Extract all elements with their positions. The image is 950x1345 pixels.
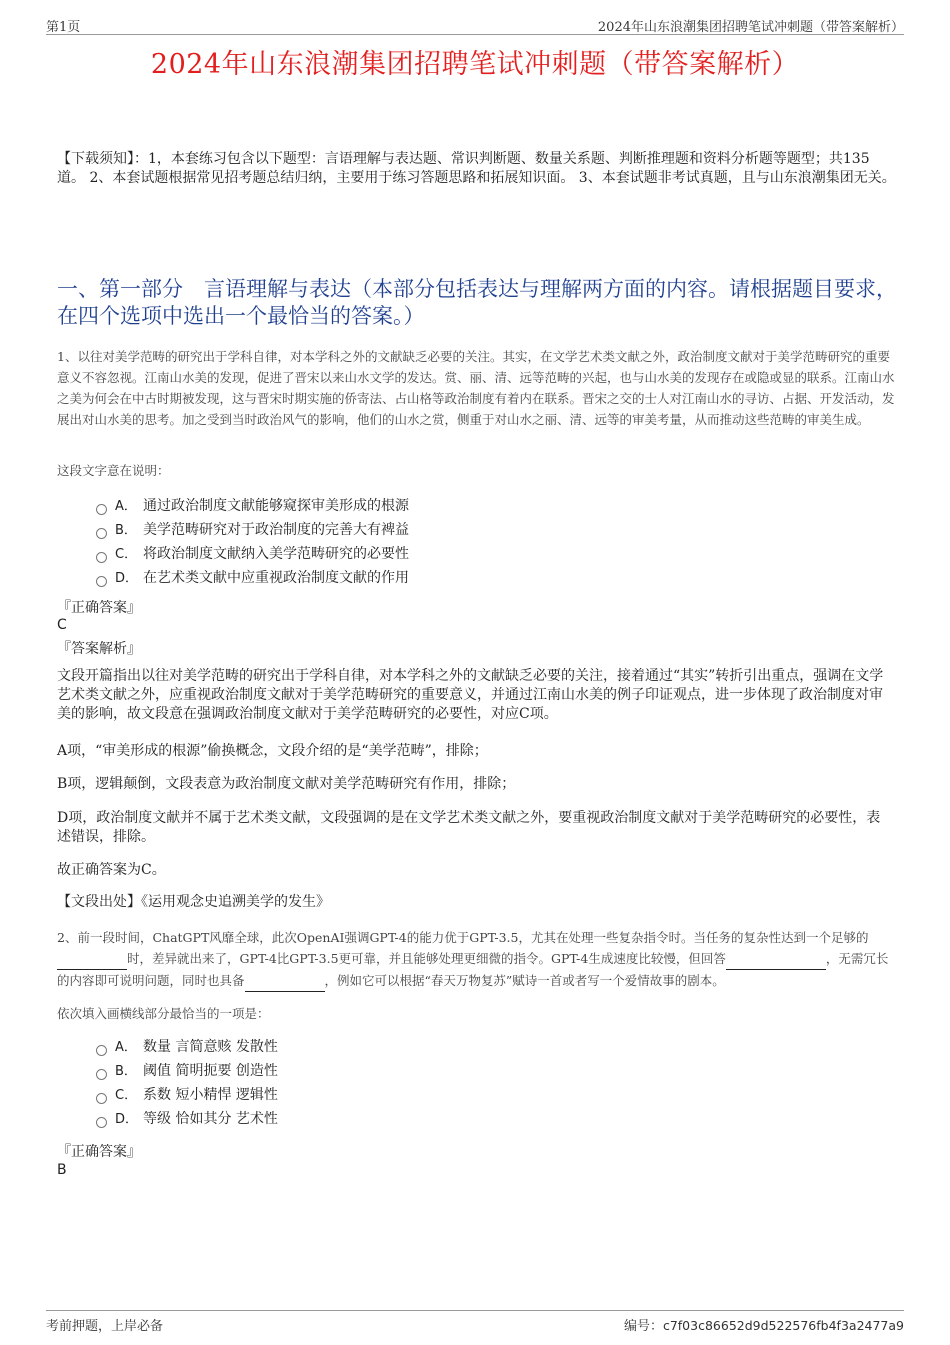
question-2-prompt: 依次填入画横线部分最恰当的一项是： <box>57 1006 270 1021</box>
source-note: 【文段出处】《运用观念史追溯美学的发生》 <box>57 894 330 910</box>
radio-icon[interactable] <box>96 1093 107 1104</box>
page-header <box>46 14 904 35</box>
answer-value: C <box>57 617 67 633</box>
radio-icon[interactable] <box>96 504 107 515</box>
radio-icon[interactable] <box>96 1045 107 1056</box>
option-d[interactable]: D． 在艺术类文献中应重视政治制度文献的作用 <box>96 566 409 590</box>
option-c[interactable]: C． 将政治制度文献纳入美学范畴研究的必要性 <box>96 542 409 566</box>
radio-icon[interactable] <box>96 528 107 539</box>
option-a[interactable]: A． 数量 言简意赅 发散性 <box>96 1035 278 1059</box>
footer-slogan: 考前押题，上岸必备 <box>46 1319 164 1334</box>
analysis-paragraph-2: A项，“审美形成的根源”偷换概念，文段介绍的是“美学范畴”，排除； <box>57 743 488 759</box>
question-1-prompt: 这段文字意在说明： <box>57 463 170 478</box>
option-d[interactable]: D． 等级 恰如其分 艺术性 <box>96 1107 278 1131</box>
header-doc-title: 2024年山东浪潮集团招聘笔试冲刺题（带答案解析） <box>597 20 904 35</box>
analysis-conclusion: 故正确答案为C。 <box>57 862 166 878</box>
option-b[interactable]: B． 美学范畴研究对于政治制度的完善大有裨益 <box>96 518 409 542</box>
analysis-label: 『答案解析』 <box>57 641 141 657</box>
document-code: 编号：c7f03c86652d9d522576fb4f3a2477a9 <box>623 1318 904 1334</box>
radio-icon[interactable] <box>96 1069 107 1080</box>
analysis-paragraph-3: B项，逻辑颠倒，文段表意为政治制度文献对美学范畴研究有作用，排除； <box>57 776 516 792</box>
radio-icon[interactable] <box>96 576 107 587</box>
radio-icon[interactable] <box>96 552 107 563</box>
option-a[interactable]: A． 通过政治制度文献能够窥探审美形成的根源 <box>96 494 409 518</box>
answer-label: 『正确答案』 <box>57 600 141 616</box>
analysis-paragraph-1: 文段开篇指出以往对美学范畴的研究出于学科自律，对本学科之外的文献缺乏必要的关注，接着通过“其实”转折引出重点，强调在文学艺术类文献之外，应重视政治制度文献对于美学范畴研究的重要意义，并通过江南山水美的例子印证观点，进一步体现了政治制度对审美的影响，故文段意在强调政治制度文献对于美学范畴研究的必要性，对应C项。 <box>57 668 884 722</box>
answer-value: B <box>57 1162 67 1178</box>
page-number: 第1页 <box>46 20 81 35</box>
page-footer <box>46 1310 904 1333</box>
answer-label: 『正确答案』 <box>57 1144 141 1160</box>
download-notice: 【下载须知】：1，本套练习包含以下题型：言语理解与表达题、常识判断题、数量关系题、判断推理题和资料分析题等题型；共135道。 2、本套试题根据常见招考题总结归纳，主要用于练习答题思路和拓展知识面。 3、本套试题非考试真题，且与山东浪潮集团无关。 <box>57 151 896 186</box>
radio-icon[interactable] <box>96 1117 107 1128</box>
question-1-options <box>96 494 409 590</box>
section-heading: 一、第一部分 言语理解与表达（本部分包括表达与理解两方面的内容。请根据题目要求，在四个选项中选出一个最恰当的答案。） <box>57 277 897 328</box>
question-2-text: 2、前一段时间，ChatGPT风靡全球，此次OpenAI强调GPT-4的能力优于GPT-3.5，尤其在处理一些复杂指令时。当任务的复杂性达到一个足够的 时，差异就出来了，GPT-4比GPT-3.5更可靠，并且能够处理更细微的指令。GPT-4生成速度比较慢，但回答 ，无需冗长的内容即可说明问题，同时也具备 ，例如它可以根据“春天万物复苏”赋诗一首或者写一个爱情故事的剧本。 <box>57 927 897 992</box>
option-b[interactable]: B． 阈值 简明扼要 创造性 <box>96 1059 278 1083</box>
page-title: 2024年山东浪潮集团招聘笔试冲刺题（带答案解析） <box>150 49 800 80</box>
analysis-paragraph-4: D项，政治制度文献并不属于艺术类文献，文段强调的是在文学艺术类文献之外，要重视政治制度文献对于美学范畴研究的必要性，表述错误，排除。 <box>57 810 881 845</box>
fill-blank <box>245 970 325 992</box>
fill-blank <box>726 948 826 970</box>
option-c[interactable]: C． 系数 短小精悍 逻辑性 <box>96 1083 278 1107</box>
question-1-text: 1、以往对美学范畴的研究出于学科自律，对本学科之外的文献缺乏必要的关注。其实，在文学艺术类文献之外，政治制度文献对于美学范畴研究的重要意义不容忽视。江南山水美的发现，促进了晋宋以来山水文学的发达。赏、丽、清、远等范畴的兴起，也与山水美的发现存在或隐或显的联系。江南山水之美为何会在中古时期被发现，这与晋宋时期实施的侨寄法、占山格等政治制度有着内在联系。晋宋之交的士人对江南山水的寻访、占据、开发活动，发展出对山水美的思考。加之受到当时政治风气的影响，他们的山水之赏，侧重于对山水之丽、清、远等的审美考量，从而推动这些范畴的审美生成。 <box>57 349 895 427</box>
question-2-options <box>96 1035 278 1131</box>
fill-blank <box>57 948 127 970</box>
